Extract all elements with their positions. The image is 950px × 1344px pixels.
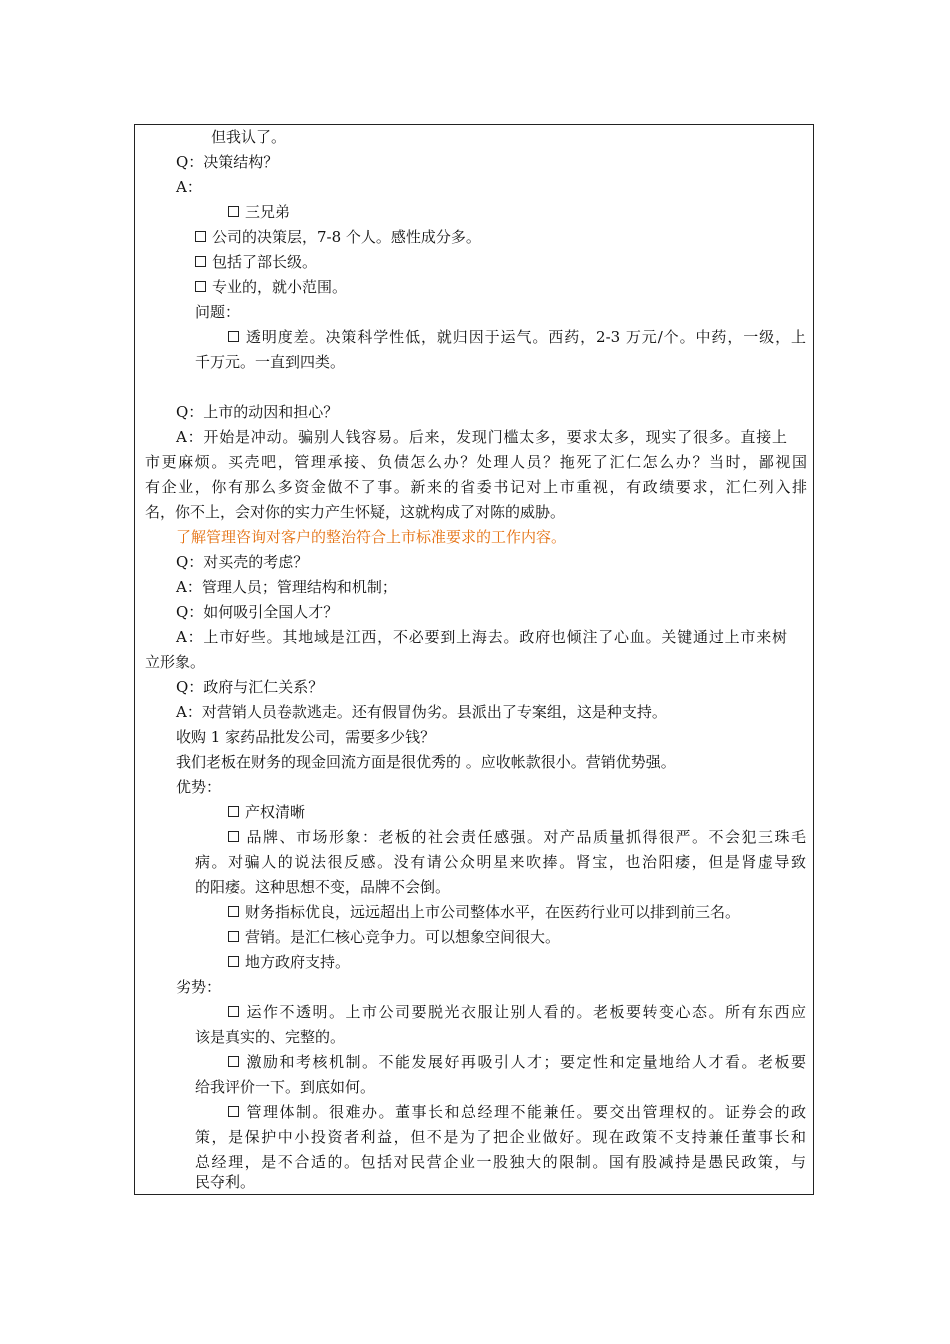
section-label: 优势：: [176, 778, 222, 796]
checkbox-icon: [228, 206, 239, 217]
bullet-item: 专业的，就小范围。: [195, 275, 347, 300]
text-line: 总经理，是不合适的。包括对民营企业一股独大的限制。国有股减持是愚民政策，与: [195, 1153, 806, 1171]
checkbox-icon: [228, 1106, 239, 1117]
checkbox-icon: [195, 231, 206, 242]
answer-line: A：开始是冲动。骗别人钱容易。后来，发现门槛太多，要求太多，现实了很多。直接上: [176, 428, 787, 446]
bullet-item: 管理体制。很难办。董事长和总经理不能兼任。要交出管理权的。证券会的政: [228, 1100, 806, 1125]
question-line: Q：政府与汇仁关系？: [176, 678, 324, 696]
answer-line: A：对营销人员卷款逃走。还有假冒伪劣。县派出了专案组，这是种支持。: [176, 703, 667, 721]
text-line: 给我评价一下。到底如何。: [195, 1078, 376, 1096]
answer-line: A：: [176, 178, 202, 196]
text-line: 我们老板在财务的现金回流方面是很优秀的 。应收帐款很小。营销优势强。: [176, 753, 676, 771]
bullet-item: 财务指标优良，远远超出上市公司整体水平，在医药行业可以排到前三名。: [228, 900, 740, 925]
checkbox-icon: [228, 831, 239, 842]
bullet-item: 包括了部长级。: [195, 250, 317, 275]
checkbox-icon: [195, 256, 206, 267]
bullet-item: 地方政府支持。: [228, 950, 350, 975]
bullet-item: 透明度差。决策科学性低，就归因于运气。西药，2-3 万元/个。中药，一级，上: [228, 325, 806, 350]
bullet-item: 激励和考核机制。不能发展好再吸引人才；要定性和定量地给人才看。老板要: [228, 1050, 806, 1075]
question-line: Q：如何吸引全国人才？: [176, 603, 339, 621]
answer-line: A：管理人员；管理结构和机制；: [176, 578, 397, 596]
checkbox-icon: [228, 1056, 239, 1067]
bullet-item: 产权清晰: [228, 800, 305, 825]
checkbox-icon: [228, 806, 239, 817]
checkbox-icon: [228, 956, 239, 967]
text-line: 病。对骗人的说法很反感。没有请公众明星来吹捧。肾宝，也治阳痿，但是肾虚导致: [195, 853, 806, 871]
text-line: 千万元。一直到四类。: [195, 353, 346, 371]
checkbox-icon: [228, 331, 239, 342]
text-line: 的阳痿。这种思想不变，品牌不会倒。: [195, 878, 451, 896]
text-line: 市更麻烦。买壳吧，管理承接、负债怎么办？处理人员？拖死了汇仁怎么办？当时，鄙视国: [145, 453, 807, 471]
checkbox-icon: [195, 281, 206, 292]
section-label: 问题：: [195, 303, 241, 321]
text-line: 民夺利。: [195, 1173, 256, 1191]
checkbox-icon: [228, 906, 239, 917]
bullet-item: 营销。是汇仁核心竞争力。可以想象空间很大。: [228, 925, 560, 950]
question-line: Q：上市的动因和担心？: [176, 403, 339, 421]
bullet-item: 品牌、市场形象：老板的社会责任感强。对产品质量抓得很严。不会犯三珠毛: [228, 825, 806, 850]
checkbox-icon: [228, 931, 239, 942]
bullet-item: 公司的决策层，7-8 个人。感性成分多。: [195, 225, 481, 250]
answer-line: A：上市好些。其地域是江西，不必要到上海去。政府也倾注了心血。关键通过上市来树: [176, 628, 787, 646]
question-line: Q：对买壳的考虑？: [176, 553, 309, 571]
checkbox-icon: [228, 1006, 239, 1017]
bullet-item: 运作不透明。上市公司要脱光衣服让别人看的。老板要转变心态。所有东西应: [228, 1000, 806, 1025]
text-line: 有企业，你有那么多资金做不了事。新来的省委书记对上市重视，有政绩要求，汇仁列入排: [145, 478, 807, 496]
text-line: 该是真实的、完整的。: [195, 1028, 346, 1046]
text-line: 策，是保护中小投资者利益，但不是为了把企业做好。现在政策不支持兼任董事长和: [195, 1128, 806, 1146]
text-line: 名，你不上，会对你的实力产生怀疑，这就构成了对陈的威胁。: [145, 503, 566, 521]
bullet-item: 三兄弟: [228, 200, 290, 225]
highlight-note: 了解管理咨询对客户的整治符合上市标准要求的工作内容。: [176, 528, 567, 546]
text-line: 收购 1 家药品批发公司，需要多少钱？: [176, 728, 436, 746]
question-line: Q：决策结构？: [176, 153, 279, 171]
section-label: 劣势：: [176, 978, 222, 996]
text-line: 但我认了。: [211, 128, 287, 146]
text-line: 立形象。: [145, 653, 206, 671]
